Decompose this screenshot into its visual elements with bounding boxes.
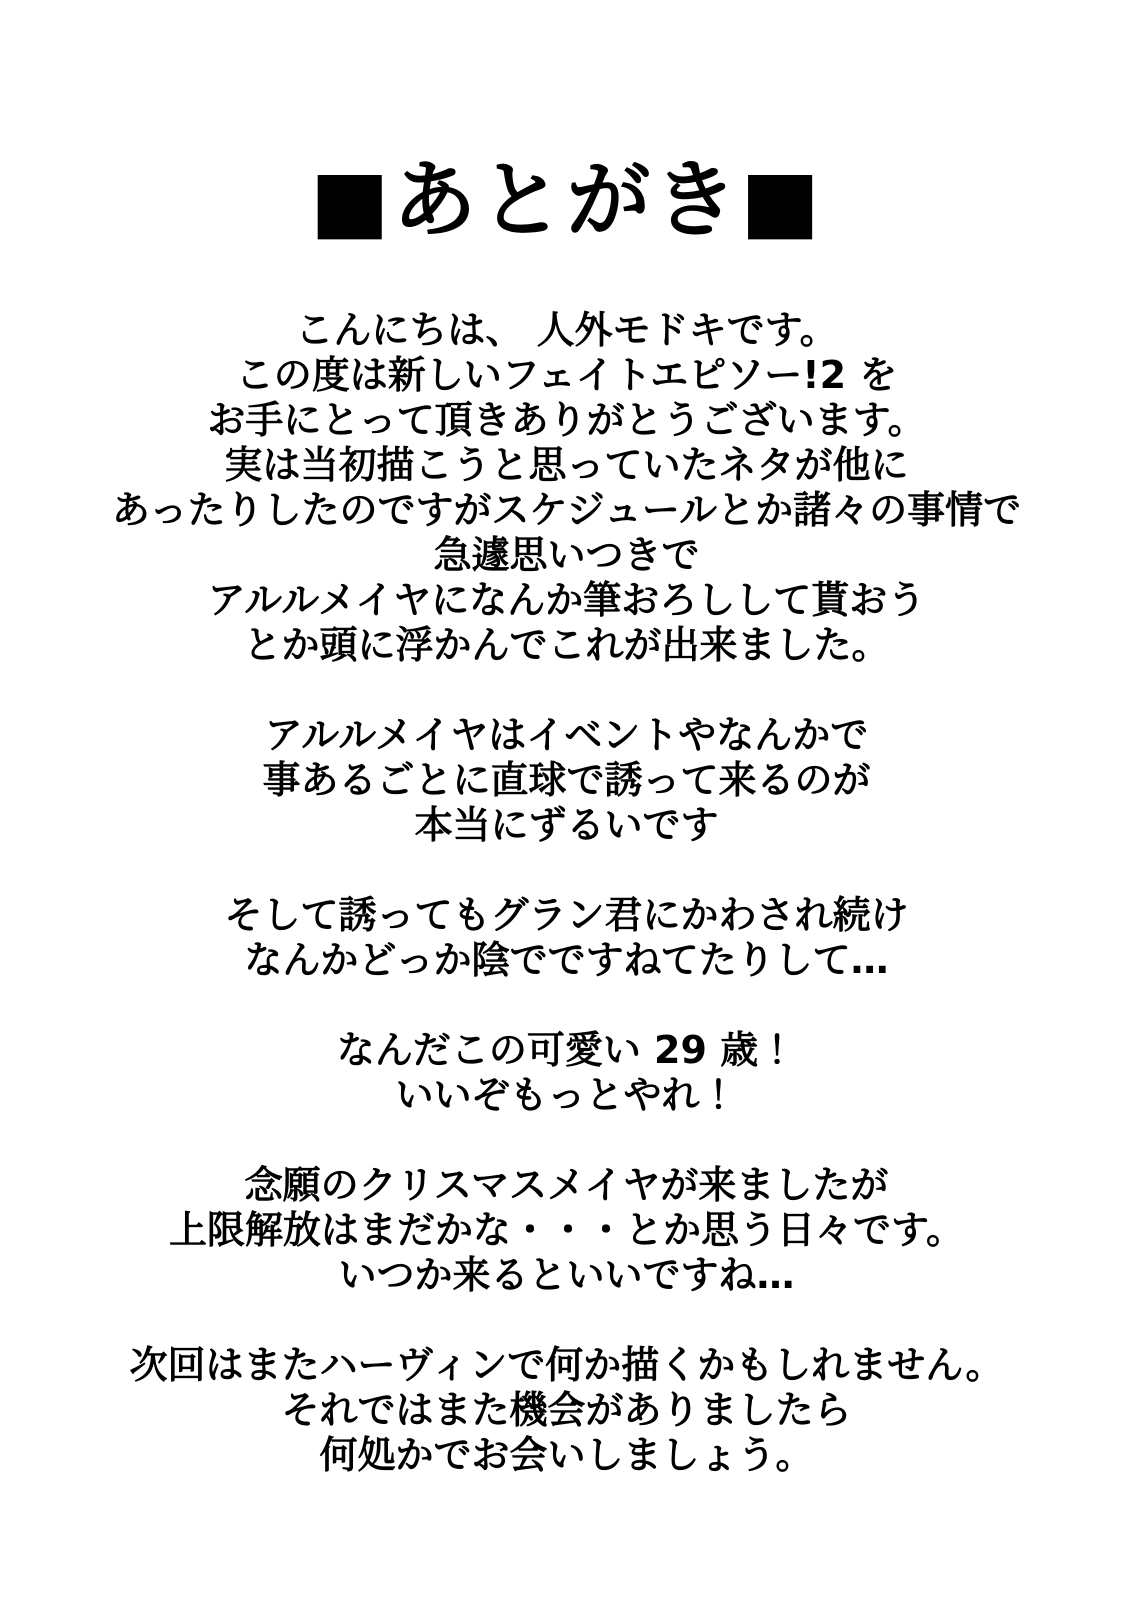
paragraph	[0, 893, 1133, 983]
text-line: 念願のクリスマスメイヤが来ましたが	[244, 1163, 889, 1207]
paragraph	[0, 308, 1133, 668]
text-line: この度は新しいフェイトエピソー!2 を	[235, 353, 898, 397]
paragraph	[0, 1028, 1133, 1118]
text-line: 事あるごとに直球で誘って来るのが	[262, 758, 871, 802]
text-line: とか頭に浮かんでこれが出来ました。	[243, 623, 890, 667]
text-line: アルルメイヤになんか筆おろしして貰おう	[207, 578, 926, 622]
text-line: 本当にずるいです	[414, 803, 719, 847]
afterword-body	[0, 308, 1133, 1478]
text-line: お手にとって頂きありがとうございます。	[207, 398, 926, 442]
text-line: なんだこの可愛い 29 歳！	[336, 1028, 797, 1072]
text-line: 実は当初描こうと思っていたネタが他に	[224, 443, 909, 487]
text-line: あったりしたのですがスケジュールとか諸々の事情で	[111, 488, 1022, 532]
text-line: そして誘ってもグラン君にかわされ続け	[224, 893, 909, 937]
text-line: 上限解放はまだかな・・・とか思う日々です。	[169, 1208, 964, 1252]
text-line: 何処かでお会いしましょう。	[319, 1433, 814, 1477]
text-line: こんにちは、 人外モドキです。	[295, 308, 838, 352]
page-title: ■あとがき■	[310, 151, 823, 249]
text-line: いいぞもっとやれ！	[395, 1073, 738, 1117]
paragraph	[0, 713, 1133, 848]
text-line: なんかどっか陰でですねてたりして…	[244, 938, 889, 982]
paragraph	[0, 1343, 1133, 1478]
text-line: それではまた機会がありましたら	[281, 1388, 852, 1432]
paragraph	[0, 1163, 1133, 1298]
text-line: 次回はまたハーヴィンで何か描くかもしれません。	[129, 1343, 1004, 1387]
text-line: 急遽思いつきで	[433, 533, 700, 577]
text-line: アルルメイヤはイベントやなんかで	[264, 713, 869, 757]
text-line: いつか来るといいですね…	[338, 1253, 795, 1297]
